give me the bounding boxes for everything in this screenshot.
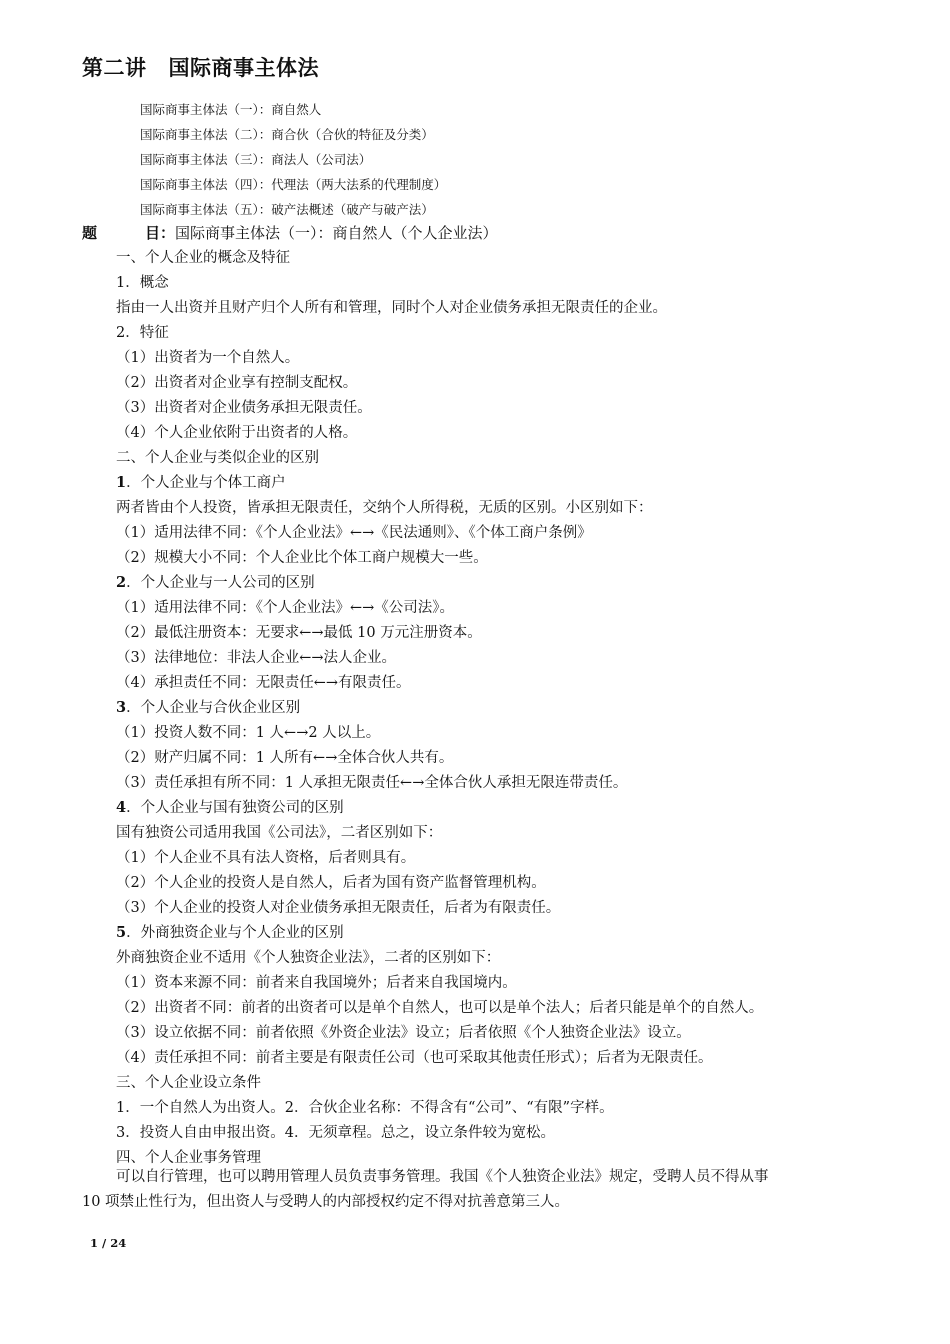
line-text: （1）适用法律不同：《个人企业法》←→《民法通则》、《个体工商户条例》 — [116, 525, 592, 541]
page-title — [82, 52, 319, 82]
line-text: （2）出资者对企业享有控制支配权。 — [116, 375, 358, 391]
text-line — [116, 347, 876, 372]
line-text: 2．特征 — [116, 325, 169, 341]
text-line — [116, 397, 876, 422]
text-line — [116, 997, 876, 1022]
line-text: 3．投资人自由申报出资。4．无须章程。总之，设立条件较为宽松。 — [116, 1125, 555, 1141]
line-text: 外商独资企业不适用《个人独资企业法》，二者的区别如下： — [116, 950, 501, 966]
toc-item: 国际商事主体法（二）：商合伙（合伙的特征及分类） — [140, 127, 434, 142]
line-text: （3）设立依据不同：前者依照《外资企业法》设立；后者依照《个人独资企业法》设立。 — [116, 1025, 691, 1041]
section-subheading — [116, 922, 876, 947]
line-text: 1．概念 — [116, 275, 169, 291]
text-line — [116, 947, 876, 972]
subheading-number: 3 — [116, 699, 127, 716]
text-line — [116, 847, 876, 872]
text-line — [116, 547, 876, 572]
text-line — [116, 622, 876, 647]
line-text: 四、个人企业事务管理 — [116, 1150, 261, 1166]
text-line — [116, 1122, 876, 1147]
line-text: ．个人企业与一人公司的区别 — [126, 575, 315, 591]
text-line — [116, 1072, 876, 1097]
line-text: 指由一人出资并且财产归个人所有和管理，同时个人对企业债务承担无限责任的企业。 — [116, 300, 667, 316]
toc-item: 国际商事主体法（三）：商法人（公司法） — [140, 152, 372, 167]
line-text: （4）个人企业依附于出资者的人格。 — [116, 425, 358, 441]
line-text: （3）法律地位：非法人企业←→法人企业。 — [116, 650, 397, 666]
topic-heading — [82, 222, 498, 247]
line-text: 三、个人企业设立条件 — [116, 1075, 261, 1091]
topic-text: 国际商事主体法（一）：商自然人（个人企业法） — [175, 224, 498, 242]
text-line — [116, 1022, 876, 1047]
line-text: （1）资本来源不同：前者来自我国境外；后者来自我国境内。 — [116, 975, 517, 991]
line-text: ．外商独资企业与个人企业的区别 — [126, 925, 344, 941]
line-text: 一、个人企业的概念及特征 — [116, 250, 290, 266]
text-line — [116, 972, 876, 997]
line-text: （2）最低注册资本：无要求←→最低 10 万元注册资本。 — [116, 625, 482, 641]
line-text: （3）责任承担有所不同：1 人承担无限责任←→全体合伙人承担无限连带责任。 — [116, 775, 628, 791]
text-line — [116, 897, 876, 922]
text-line — [116, 822, 876, 847]
subheading-number: 5 — [116, 924, 127, 941]
toc-item: 国际商事主体法（一）：商自然人 — [140, 102, 322, 117]
line-text: 国有独资公司适用我国《公司法》，二者区别如下： — [116, 825, 443, 841]
line-text: （2）个人企业的投资人是自然人，后者为国有资产监督管理机构。 — [116, 875, 546, 891]
text-line — [116, 322, 876, 347]
lecture-number: 第二讲 — [82, 56, 147, 80]
table-of-contents — [140, 100, 446, 225]
section-subheading — [116, 472, 876, 497]
line-text: （1）投资人数不同：1 人←→2 人以上。 — [116, 725, 381, 741]
subheading-number: 2 — [116, 574, 127, 591]
line-text: 1．一个自然人为出资人。2．合伙企业名称：不得含有“公司”、“有限”字样。 — [116, 1100, 614, 1116]
text-line — [116, 247, 876, 272]
text-line — [116, 297, 876, 322]
line-text: ．个人企业与国有独资公司的区别 — [126, 800, 344, 816]
topic-label-suffix: 目： — [145, 224, 176, 242]
document-body — [116, 247, 876, 1172]
line-text: ．个人企业与个体工商户 — [126, 475, 286, 491]
paragraph-line — [82, 1166, 872, 1191]
paragraph-line: 10 项禁止性行为，但出资人与受聘人的内部授权约定不得对抗善意第三人。 — [82, 1194, 570, 1210]
line-text: （2）规模大小不同：个人企业比个体工商户规模大一些。 — [116, 550, 488, 566]
text-line — [116, 522, 876, 547]
section-subheading — [116, 572, 876, 597]
line-text: （4）承担责任不同：无限责任←→有限责任。 — [116, 675, 411, 691]
text-line — [116, 497, 876, 522]
line-text: （2）财产归属不同：1 人所有←→全体合伙人共有。 — [116, 750, 454, 766]
line-text: （1）适用法律不同：《个人企业法》←→《公司法》。 — [116, 600, 455, 616]
text-line — [116, 422, 876, 447]
line-text: 两者皆由个人投资，皆承担无限责任，交纳个人所得税，无质的区别。小区别如下： — [116, 500, 653, 516]
text-line — [116, 772, 876, 797]
paragraph-text: 可以自行管理，也可以聘用管理人员负责事务管理。我国《个人独资企业法》规定，受聘人员不得从事 — [116, 1169, 769, 1185]
toc-item: 国际商事主体法（四）：代理法（两大法系的代理制度） — [140, 177, 447, 192]
subheading-number: 1 — [116, 474, 127, 491]
section-subheading — [116, 797, 876, 822]
page-number: 1 / 24 — [90, 1236, 127, 1250]
line-text: ．个人企业与合伙企业区别 — [126, 700, 301, 716]
line-text: （3）出资者对企业债务承担无限责任。 — [116, 400, 372, 416]
line-text: （1）出资者为一个自然人。 — [116, 350, 300, 366]
line-text: （2）出资者不同：前者的出资者可以是单个自然人，也可以是单个法人；后者只能是单个的自然人。 — [116, 1000, 764, 1016]
line-text: 二、个人企业与类似企业的区别 — [116, 450, 319, 466]
line-text: （4）责任承担不同：前者主要是有限责任公司（也可采取其他责任形式）；后者为无限责任。 — [116, 1050, 713, 1066]
text-line — [116, 872, 876, 897]
management-paragraph — [82, 1166, 872, 1216]
section-subheading — [116, 697, 876, 722]
text-line — [116, 672, 876, 697]
text-line — [116, 722, 876, 747]
toc-item: 国际商事主体法（五）：破产法概述（破产与破产法） — [140, 202, 434, 217]
text-line — [116, 447, 876, 472]
text-line — [116, 1047, 876, 1072]
text-line — [116, 272, 876, 297]
line-text: （1）个人企业不具有法人资格，后者则具有。 — [116, 850, 416, 866]
text-line — [116, 747, 876, 772]
topic-label: 题 — [82, 224, 98, 242]
lecture-title: 国际商事主体法 — [168, 56, 319, 80]
text-line — [116, 1097, 876, 1122]
text-line — [116, 647, 876, 672]
line-text: （3）个人企业的投资人对企业债务承担无限责任，后者为有限责任。 — [116, 900, 561, 916]
subheading-number: 4 — [116, 799, 127, 816]
text-line — [116, 597, 876, 622]
text-line — [116, 372, 876, 397]
